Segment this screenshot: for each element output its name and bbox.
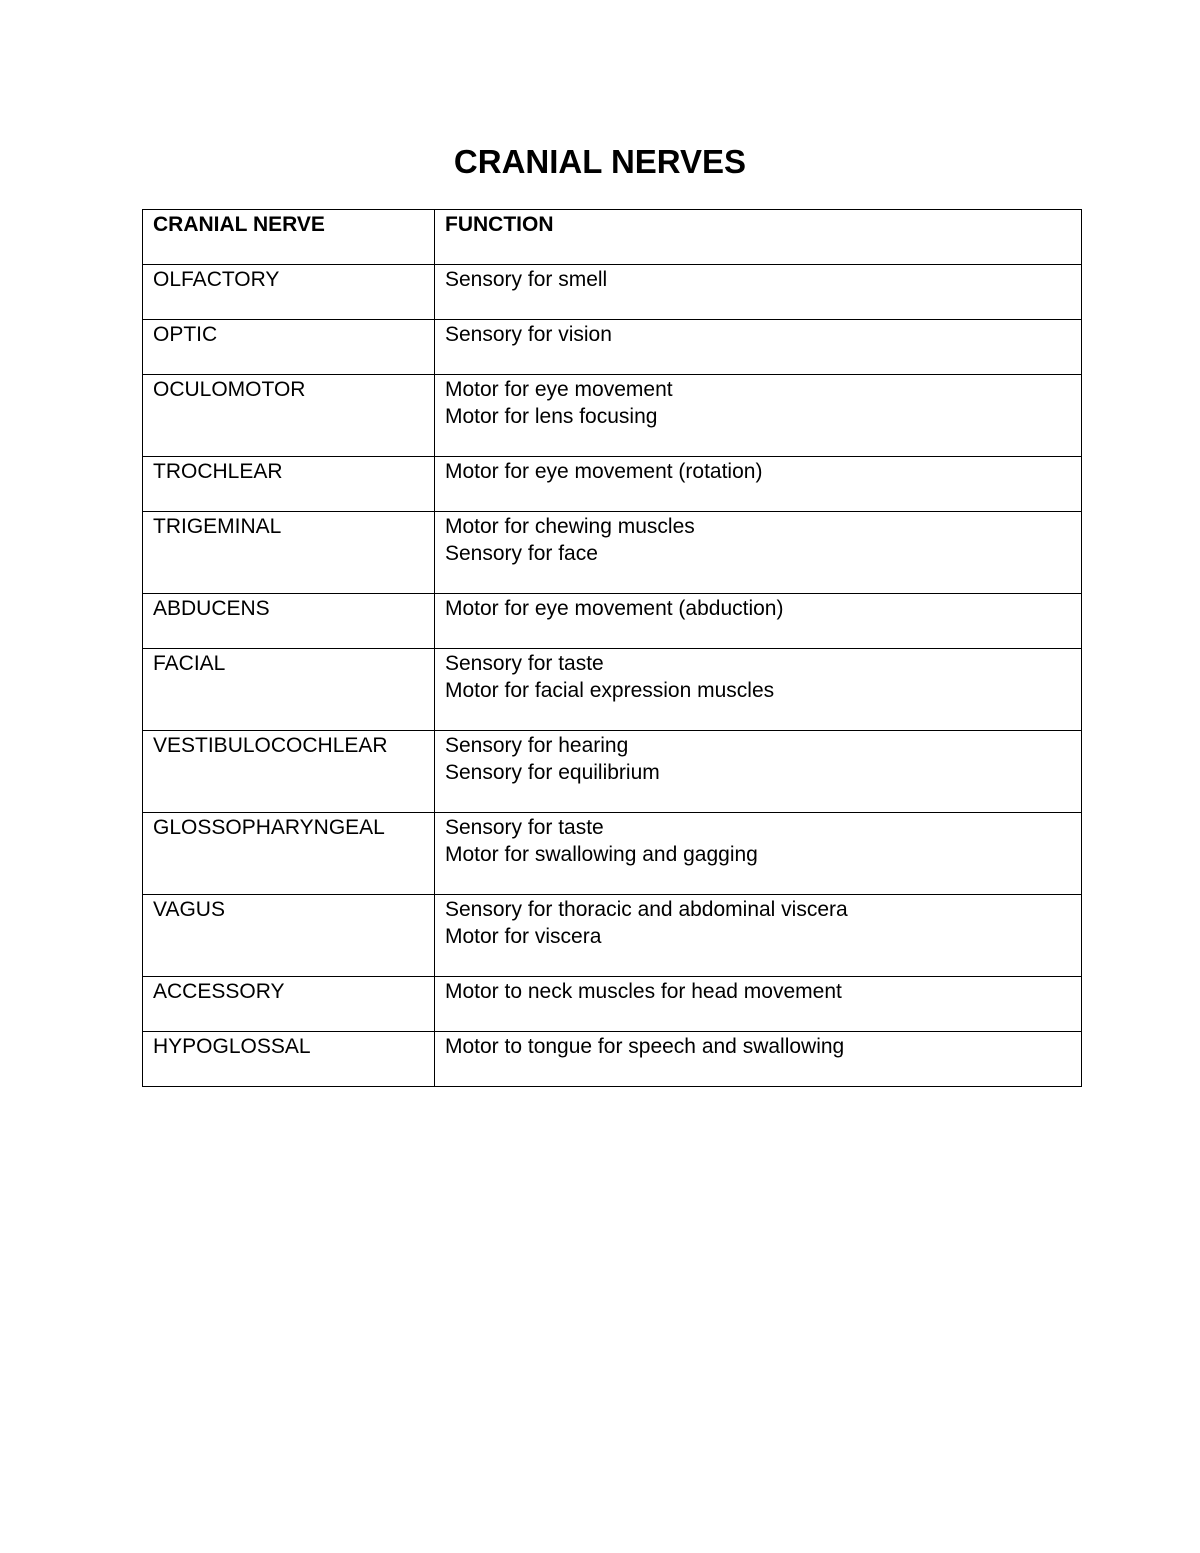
page-title: CRANIAL NERVES (453, 143, 747, 180)
function-line: Motor for eye movement (rotation) (445, 460, 763, 483)
nerve-function (435, 512, 1082, 594)
nerve-name: OCULOMOTOR (143, 375, 435, 457)
nerve-function (435, 977, 1082, 1032)
table-row (143, 375, 1082, 457)
nerve-function (435, 649, 1082, 731)
nerve-name: TROCHLEAR (143, 457, 435, 512)
function-line: Sensory for taste (445, 652, 604, 675)
function-line: Sensory for smell (445, 268, 608, 291)
nerve-name: GLOSSOPHARYNGEAL (143, 813, 435, 895)
function-line: Motor to tongue for speech and swallowing (445, 1035, 845, 1058)
function-line: Sensory for hearing (445, 734, 629, 757)
function-line: Sensory for equilibrium (445, 761, 660, 784)
nerve-function (435, 320, 1082, 375)
function-line: Motor for facial expression muscles (445, 679, 775, 702)
table-row (143, 457, 1082, 512)
table-row (143, 594, 1082, 649)
function-line: Sensory for face (445, 542, 598, 565)
function-line: Sensory for taste (445, 816, 604, 839)
nerve-function (435, 731, 1082, 813)
function-line: Motor for chewing muscles (445, 515, 695, 538)
header-cranial-nerve: CRANIAL NERVE (143, 210, 435, 265)
nerve-name: FACIAL (143, 649, 435, 731)
cranial-nerves-table (142, 209, 1082, 1087)
table-row (143, 1032, 1082, 1087)
table-row (143, 320, 1082, 375)
table-header-row (143, 210, 1082, 265)
table-row (143, 731, 1082, 813)
nerve-name: HYPOGLOSSAL (143, 1032, 435, 1087)
table-row (143, 813, 1082, 895)
function-line: Sensory for vision (445, 323, 612, 346)
nerve-function (435, 895, 1082, 977)
nerve-name: OLFACTORY (143, 265, 435, 320)
function-line: Motor for lens focusing (445, 405, 658, 428)
table-row (143, 265, 1082, 320)
table-row (143, 649, 1082, 731)
nerve-name: VESTIBULOCOCHLEAR (143, 731, 435, 813)
nerve-function (435, 813, 1082, 895)
table-row (143, 895, 1082, 977)
nerve-function (435, 1032, 1082, 1087)
nerve-function (435, 265, 1082, 320)
nerve-function (435, 375, 1082, 457)
function-line: Motor for eye movement (abduction) (445, 597, 784, 620)
nerve-function (435, 594, 1082, 649)
function-line: Motor for eye movement (445, 378, 673, 401)
nerve-name: TRIGEMINAL (143, 512, 435, 594)
function-line: Motor to neck muscles for head movement (445, 980, 842, 1003)
function-line: Motor for viscera (445, 925, 602, 948)
header-function: FUNCTION (435, 210, 1082, 265)
nerve-name: VAGUS (143, 895, 435, 977)
nerve-function (435, 457, 1082, 512)
nerve-name: ABDUCENS (143, 594, 435, 649)
function-line: Sensory for thoracic and abdominal viscera (445, 898, 848, 921)
table-row (143, 512, 1082, 594)
nerve-name: ACCESSORY (143, 977, 435, 1032)
nerve-name: OPTIC (143, 320, 435, 375)
table-row (143, 977, 1082, 1032)
function-line: Motor for swallowing and gagging (445, 843, 758, 866)
